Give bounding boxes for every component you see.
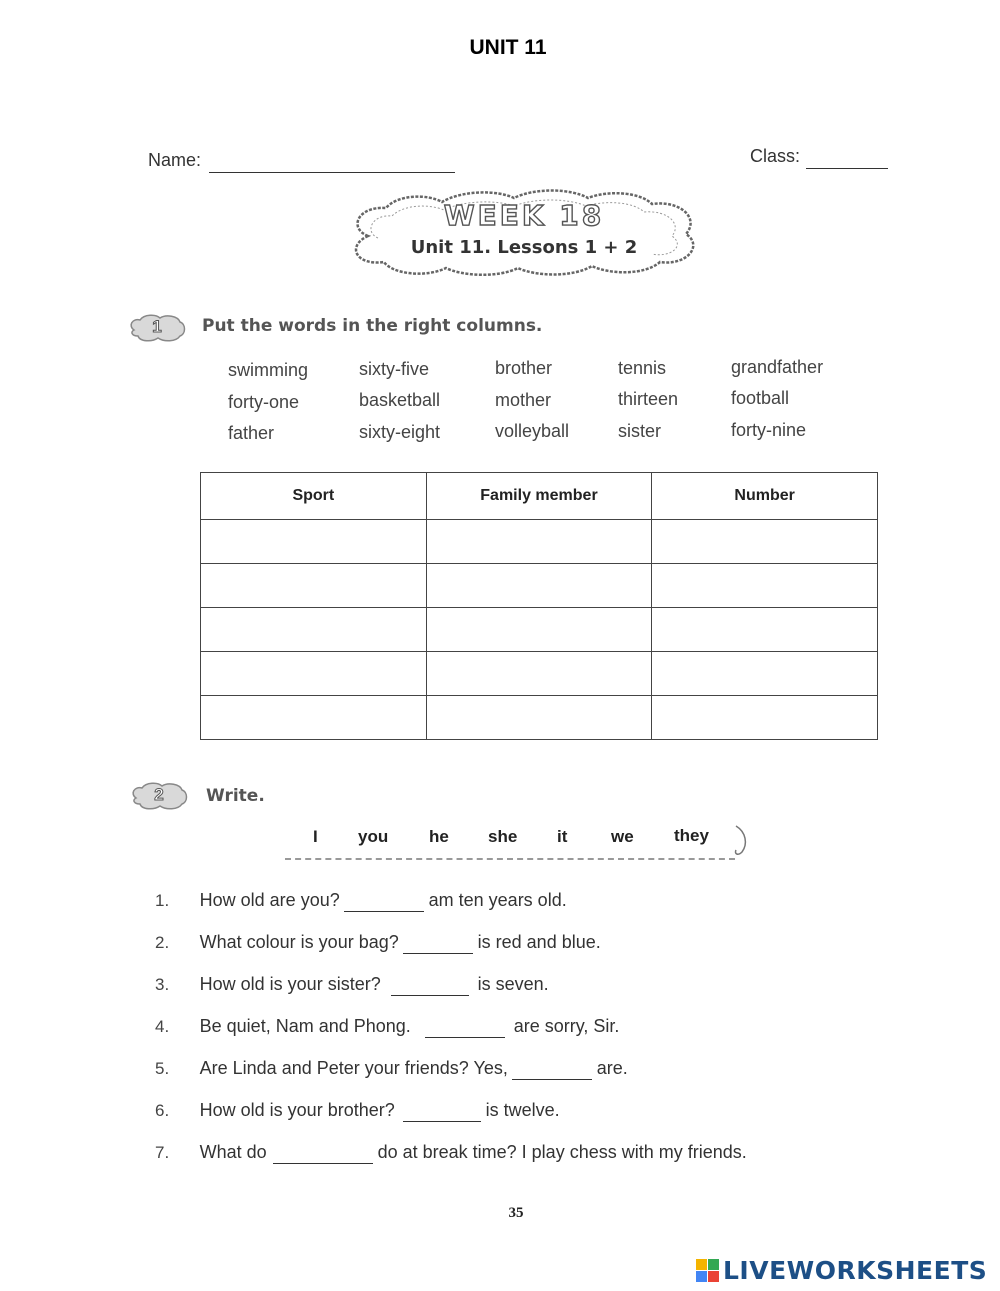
exercise-2-number: 2 — [154, 785, 164, 804]
word-item: grandfather — [731, 357, 824, 377]
family-member-input[interactable] — [427, 519, 656, 564]
question-item — [155, 1058, 628, 1080]
family-member-input[interactable] — [427, 563, 656, 608]
pronoun-item: we — [611, 827, 634, 846]
word-item: basketball — [359, 390, 441, 410]
word-item: swimming — [228, 360, 309, 380]
question-item — [155, 1100, 560, 1122]
question-text: are sorry, Sir. — [513, 1016, 620, 1036]
family-member-input[interactable] — [427, 651, 656, 696]
name-field[interactable] — [209, 152, 455, 173]
question-text: is twelve. — [485, 1100, 560, 1120]
question-number: 6. — [155, 1101, 170, 1120]
sport-input[interactable] — [201, 695, 430, 740]
table-row — [201, 608, 878, 652]
pronoun-item: I — [313, 827, 318, 846]
logo-square — [708, 1259, 719, 1270]
answer-blank[interactable] — [425, 1019, 505, 1038]
question-text: Be quiet, Nam and Phong. — [199, 1016, 411, 1036]
question-text: What do — [199, 1142, 267, 1162]
exercise-2-instruction: Write. — [206, 786, 265, 806]
week-title: WEEK 18 — [443, 199, 605, 232]
question-text: How old is your sister? — [199, 974, 381, 994]
word-item: forty-nine — [731, 420, 807, 440]
question-text: How old is your brother? — [199, 1100, 395, 1120]
logo-text: LIVEWORKSHEETS — [723, 1255, 988, 1285]
table-cell — [426, 520, 652, 564]
table-cell — [201, 652, 427, 696]
table-row — [201, 564, 878, 608]
logo-squares-icon — [696, 1259, 719, 1282]
table-cell — [652, 652, 878, 696]
word-item: father — [228, 423, 275, 443]
logo-square — [708, 1271, 719, 1282]
pronoun-item: she — [488, 827, 518, 846]
question-text: is seven. — [477, 974, 549, 994]
table-cell — [426, 608, 652, 652]
pronoun-item: you — [358, 827, 389, 846]
question-text: do at break time? I play chess with my friends. — [377, 1142, 747, 1162]
name-row — [148, 150, 455, 173]
table-row — [201, 520, 878, 564]
table-cell — [426, 696, 652, 740]
word-item: thirteen — [618, 389, 679, 409]
word-item: mother — [495, 390, 552, 410]
exercise-1-badge — [128, 314, 186, 347]
classification-table — [200, 472, 878, 740]
word-item: sister — [618, 421, 662, 441]
logo-square — [696, 1271, 707, 1282]
table-cell — [201, 564, 427, 608]
lesson-title: Unit 11. Lessons 1 + 2 — [410, 237, 638, 258]
word-item: brother — [495, 358, 553, 378]
number-input[interactable] — [652, 563, 881, 608]
exercise-2-badge — [130, 782, 188, 815]
name-label: Name: — [148, 150, 202, 170]
answer-blank[interactable] — [344, 893, 424, 912]
liveworksheets-logo[interactable] — [696, 1254, 987, 1286]
question-text: are. — [596, 1058, 628, 1078]
family-member-input[interactable] — [427, 607, 656, 652]
class-label: Class: — [750, 146, 801, 166]
answer-blank[interactable] — [512, 1061, 592, 1080]
number-input[interactable] — [652, 695, 881, 740]
column-header-number: Number — [652, 473, 878, 520]
sport-input[interactable] — [201, 519, 430, 564]
question-number: 1. — [155, 891, 170, 910]
question-text: am ten years old. — [428, 890, 567, 910]
table-row — [201, 696, 878, 740]
question-number: 2. — [155, 933, 170, 952]
question-item — [155, 932, 601, 954]
answer-blank[interactable] — [403, 935, 473, 954]
number-input[interactable] — [652, 651, 881, 696]
table-cell — [201, 608, 427, 652]
table-cell — [201, 696, 427, 740]
question-item — [155, 1142, 747, 1164]
question-text: Are Linda and Peter your friends? Yes, — [199, 1058, 508, 1078]
question-number: 3. — [155, 975, 170, 994]
pronoun-underline — [285, 854, 735, 860]
word-item: sixty-five — [359, 359, 430, 379]
pronoun-item: they — [674, 826, 709, 845]
table-cell — [652, 564, 878, 608]
number-input[interactable] — [652, 519, 881, 564]
sport-input[interactable] — [201, 651, 430, 696]
table-cell — [426, 652, 652, 696]
word-item: football — [731, 388, 790, 408]
page-title: UNIT 11 — [469, 36, 547, 59]
question-number: 7. — [155, 1143, 170, 1162]
table-cell — [652, 608, 878, 652]
answer-blank[interactable] — [391, 977, 469, 996]
question-item — [155, 890, 567, 912]
class-field[interactable] — [806, 148, 888, 169]
table-cell — [201, 520, 427, 564]
question-number: 5. — [155, 1059, 170, 1078]
word-item: sixty-eight — [359, 422, 441, 442]
column-header-sport: Sport — [201, 473, 427, 520]
question-text: How old are you? — [199, 890, 340, 910]
class-row — [750, 146, 888, 169]
question-text: is red and blue. — [477, 932, 601, 952]
scroll-curl-icon — [732, 824, 752, 858]
table-row — [201, 652, 878, 696]
answer-blank[interactable] — [403, 1103, 481, 1122]
exercise-1-instruction: Put the words in the right columns. — [202, 316, 543, 336]
word-item: forty-one — [228, 392, 300, 412]
sport-input[interactable] — [201, 563, 430, 608]
word-item: tennis — [618, 358, 667, 378]
number-input[interactable] — [652, 607, 881, 652]
logo-square — [696, 1259, 707, 1270]
sport-input[interactable] — [201, 607, 430, 652]
exercise-1-number: 1 — [152, 317, 162, 336]
word-item: volleyball — [495, 421, 570, 441]
question-text: What colour is your bag? — [199, 932, 399, 952]
column-header-family-member: Family member — [426, 473, 652, 520]
table-cell — [426, 564, 652, 608]
table-cell — [652, 520, 878, 564]
family-member-input[interactable] — [427, 695, 656, 740]
question-number: 4. — [155, 1017, 170, 1036]
table-cell — [652, 696, 878, 740]
pronoun-item: he — [429, 827, 449, 846]
answer-blank[interactable] — [273, 1145, 373, 1164]
pronoun-item: it — [557, 827, 568, 846]
question-item — [155, 1016, 619, 1038]
table-header-row — [201, 473, 878, 520]
page-number: 35 — [508, 1205, 524, 1221]
question-item — [155, 974, 549, 996]
